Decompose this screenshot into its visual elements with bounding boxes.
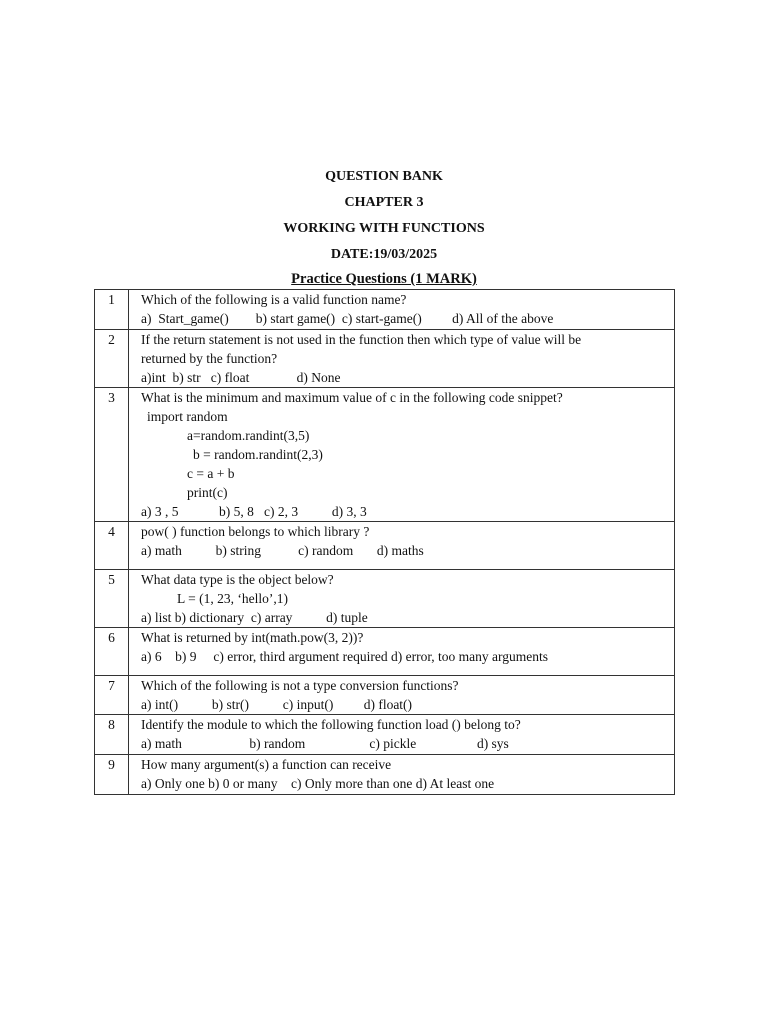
question-row-1 — [95, 290, 675, 330]
question-cell — [129, 388, 675, 522]
chapter-heading: CHAPTER 3 — [344, 195, 424, 210]
code-line: b = random.randint(2,3) — [193, 447, 323, 462]
question-options: a) 3 , 5 b) 5, 8 c) 2, 3 d) 3, 3 — [141, 504, 367, 519]
questions-table — [94, 289, 675, 795]
question-number: 3 — [95, 388, 129, 522]
question-cell — [129, 715, 675, 755]
document-title: QUESTION BANK — [325, 169, 443, 184]
question-text-continued: returned by the function? — [141, 351, 278, 366]
question-cell — [129, 676, 675, 715]
question-options: a) math b) random c) pickle d) sys — [141, 736, 509, 751]
question-row-4 — [95, 522, 675, 570]
code-line: a=random.randint(3,5) — [187, 428, 310, 443]
code-line: L = (1, 23, ‘hello’,1) — [177, 591, 288, 606]
question-cell — [129, 330, 675, 388]
question-options: a)int b) str c) float d) None — [141, 370, 341, 385]
question-number: 4 — [95, 522, 129, 570]
question-text: What is returned by int(math.pow(3, 2))? — [141, 630, 364, 645]
question-text: How many argument(s) a function can receive — [141, 757, 392, 772]
question-options: a) list b) dictionary c) array d) tuple — [141, 610, 368, 625]
question-cell — [129, 628, 675, 676]
question-number: 1 — [95, 290, 129, 330]
question-number: 6 — [95, 628, 129, 676]
question-options: a) 6 b) 9 c) error, third argument required d) error, too many arguments — [141, 649, 549, 664]
question-text: Which of the following is not a type conversion functions? — [141, 678, 459, 693]
question-options: a) math b) string c) random d) maths — [141, 543, 424, 558]
question-number: 5 — [95, 570, 129, 628]
question-cell — [129, 290, 675, 330]
question-cell — [129, 570, 675, 628]
topic-heading: WORKING WITH FUNCTIONS — [283, 221, 485, 236]
question-text: What data type is the object below? — [141, 572, 334, 587]
question-row-6 — [95, 628, 675, 676]
question-cell — [129, 755, 675, 795]
question-number: 2 — [95, 330, 129, 388]
date-heading: DATE:19/03/2025 — [330, 247, 438, 262]
code-line: print(c) — [187, 485, 228, 500]
question-number: 9 — [95, 755, 129, 795]
question-options: a) Start_game() b) start game() c) start-game() d) All of the above — [141, 311, 554, 326]
question-text: What is the minimum and maximum value of c in the following code snippet? — [141, 390, 563, 405]
code-line: c = a + b — [187, 466, 235, 481]
question-cell — [129, 522, 675, 570]
section-heading: Practice Questions (1 MARK) — [291, 271, 477, 287]
question-options: a) int() b) str() c) input() d) float() — [141, 697, 413, 712]
question-row-9 — [95, 755, 675, 795]
question-text: Which of the following is a valid function name? — [141, 292, 407, 307]
question-number: 8 — [95, 715, 129, 755]
question-row-5 — [95, 570, 675, 628]
question-row-3 — [95, 388, 675, 522]
question-row-2 — [95, 330, 675, 388]
question-text: pow( ) function belongs to which library ? — [141, 524, 370, 539]
question-options: a) Only one b) 0 or many c) Only more than one d) At least one — [141, 776, 495, 791]
question-number: 7 — [95, 676, 129, 715]
question-row-7 — [95, 676, 675, 715]
question-text: If the return statement is not used in the function then which type of value will be — [141, 332, 582, 347]
question-text: Identify the module to which the following function load () belong to? — [141, 717, 521, 732]
question-row-8 — [95, 715, 675, 755]
code-line: import random — [147, 409, 228, 424]
